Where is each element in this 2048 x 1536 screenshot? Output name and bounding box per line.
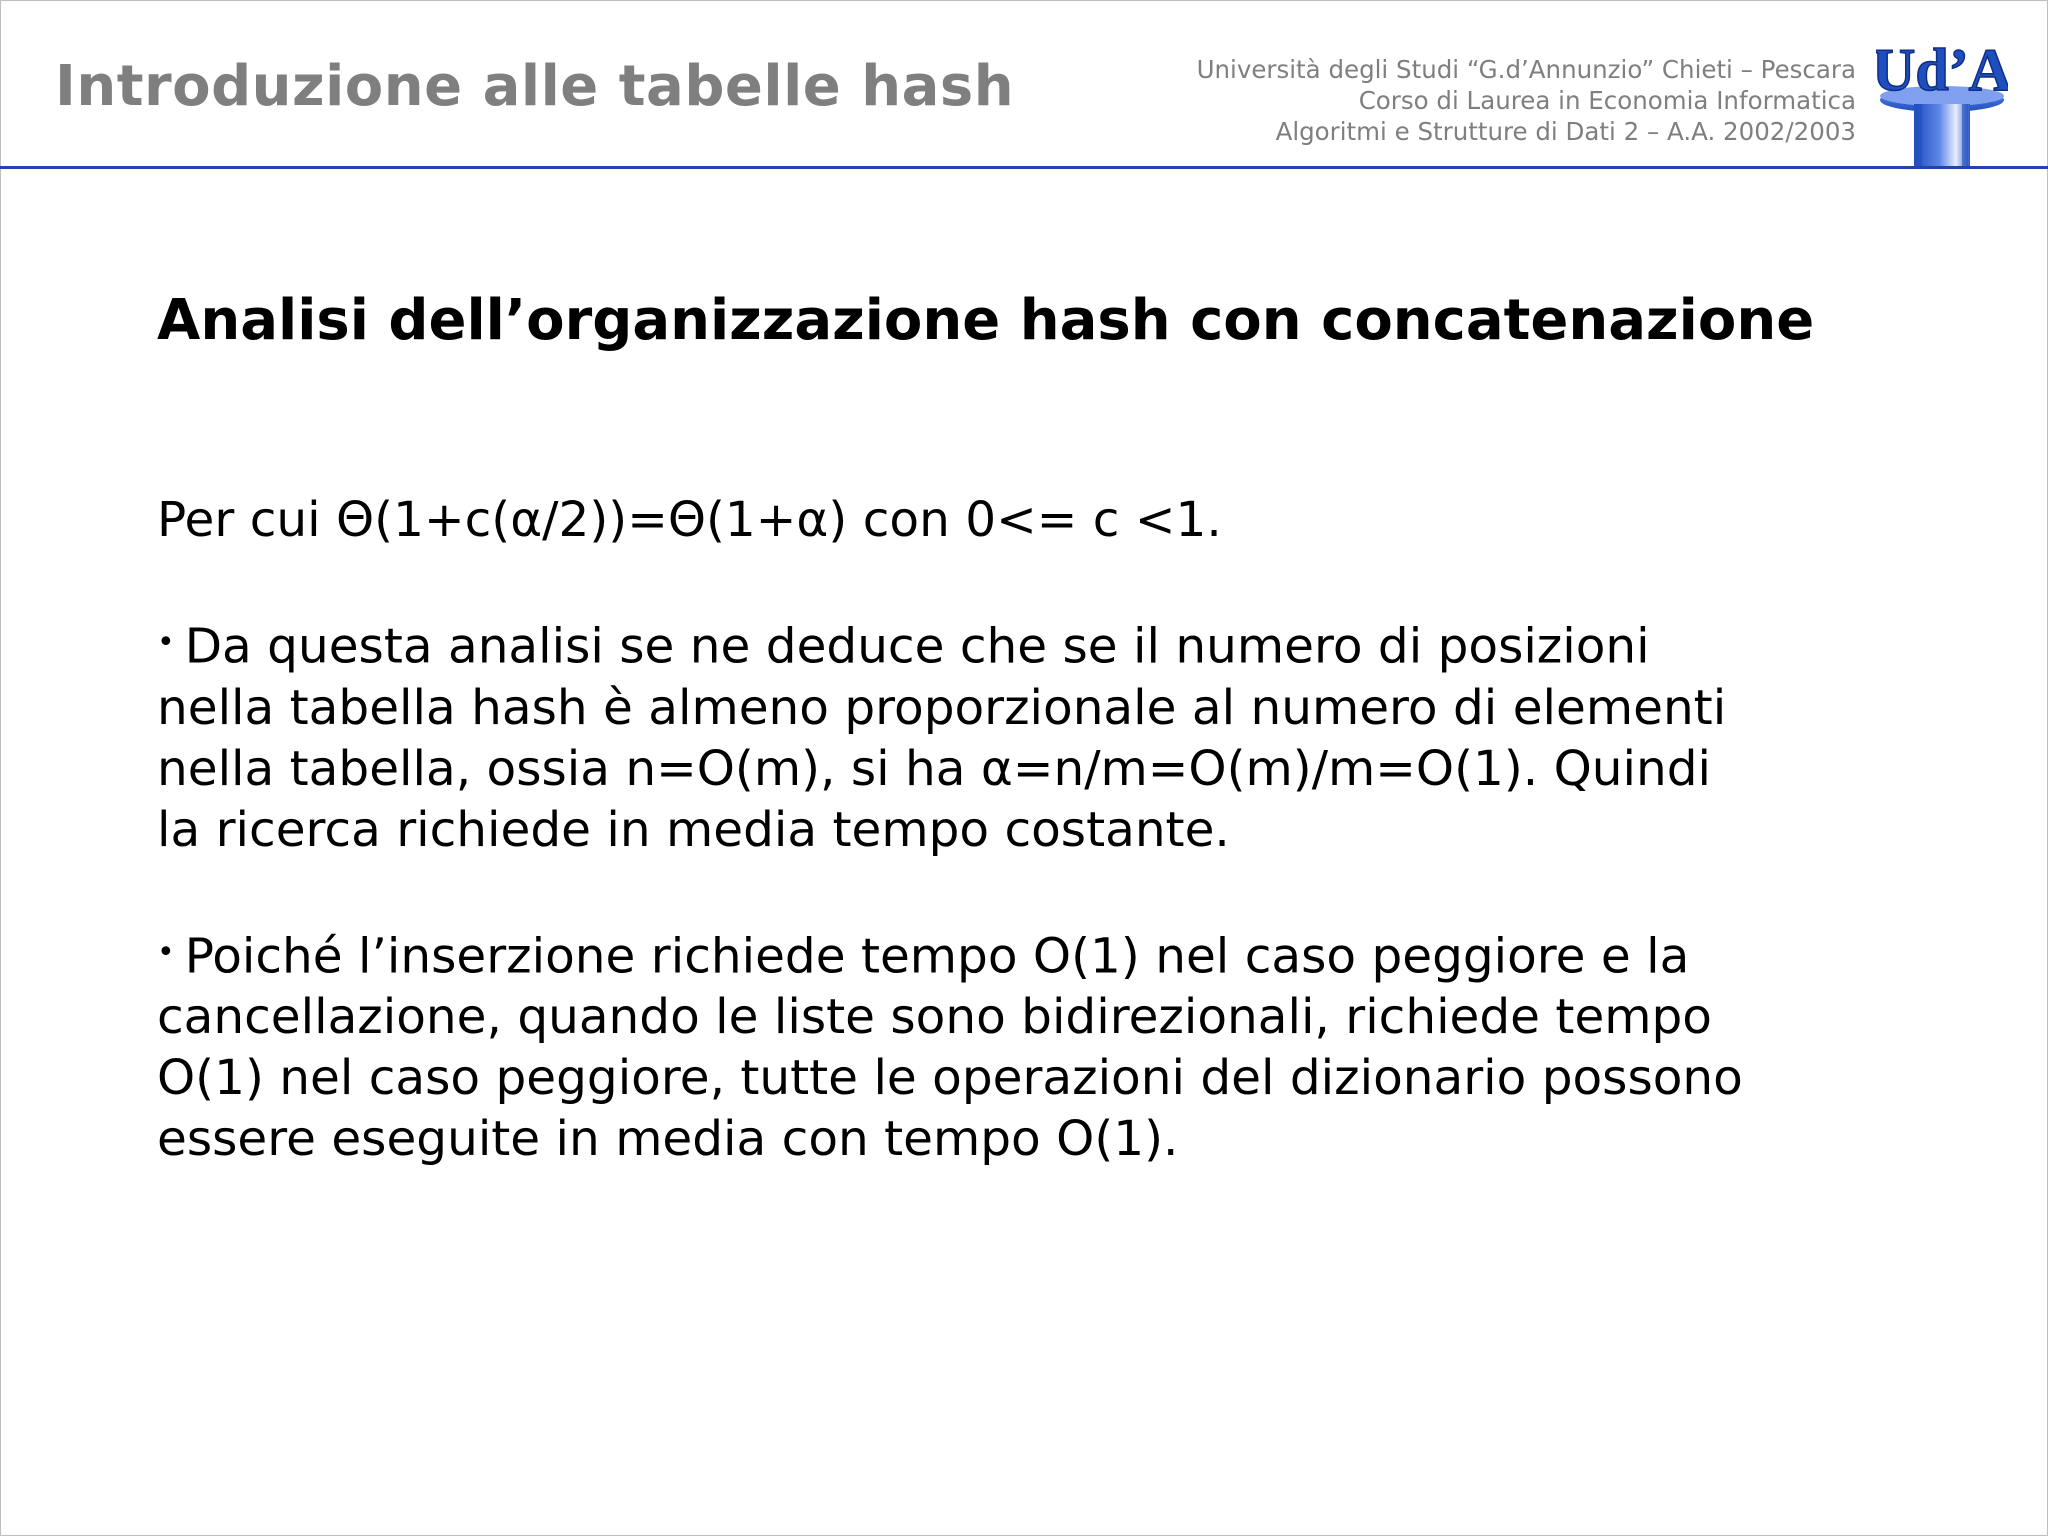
uda-logo-icon — [1876, 28, 2008, 170]
paragraph-gap — [157, 861, 1877, 922]
bullet-text-2: Poiché l’inserzione richiede tempo O(1) nel caso peggiore e la cancellazione, quando le liste sono bidirezionali, richiede tempo O(1) nel caso peggiore, tutte le operazioni del dizionario possono essere eseguite in media con tempo O(1). — [157, 928, 1743, 1167]
bullet-item-1 — [157, 612, 1877, 861]
institution-line-subject: Algoritmi e Strutture di Dati 2 – A.A. 2002/2003 — [1275, 117, 1856, 146]
slide-heading: Analisi dell’organizzazione hash con concatenazione — [157, 288, 1815, 353]
bullet-item-2 — [157, 922, 1877, 1171]
header-divider — [0, 166, 2048, 169]
institution-line-university: Università degli Studi “G.d’Annunzio” Chieti – Pescara — [1196, 55, 1856, 84]
uda-logo-graphic — [1876, 28, 2008, 170]
header-title: Introduzione alle tabelle hash — [55, 54, 1015, 119]
bullet-icon: • — [157, 625, 175, 660]
intro-formula: Per cui Θ(1+c(α/2))=Θ(1+α) con 0<= c <1. — [157, 492, 1222, 548]
slide-body — [157, 490, 1877, 1170]
paragraph-gap — [157, 551, 1877, 612]
bullet-icon: • — [157, 934, 175, 970]
bullet-text-1: Da questa analisi se ne deduce che se il numero di posizioni nella tabella hash è almeno proporzionale al numero di elementi nella tabella, ossia n=O(m), si ha α=n/m=O(m)/m=O(1). Quindi la ricerca richiede in media tempo costante. — [157, 618, 1727, 858]
svg-text:Ud’A: Ud’A — [1876, 37, 2008, 103]
institution-line-course: Corso di Laurea in Economia Informatica — [1358, 86, 1856, 115]
institution-block — [1197, 54, 1856, 147]
